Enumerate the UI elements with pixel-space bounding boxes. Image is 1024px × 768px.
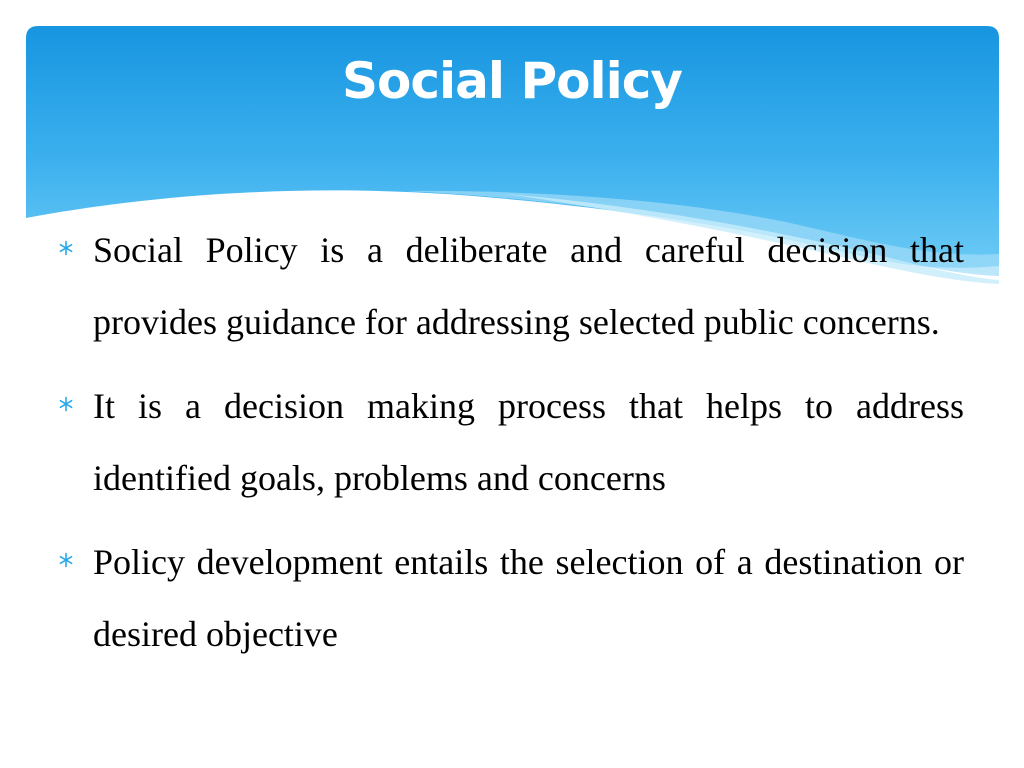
slide-title: Social Policy bbox=[342, 52, 682, 110]
list-item bbox=[58, 526, 964, 670]
list-item bbox=[58, 214, 964, 358]
bullet-text: Social Policy is a deliberate and careful decision that provides guidance for addressing selected public concerns. bbox=[93, 230, 964, 342]
list-item bbox=[58, 370, 964, 514]
bullet-list bbox=[58, 214, 964, 682]
bullet-text: It is a decision making process that helps to address identified goals, problems and concerns bbox=[93, 386, 964, 498]
asterisk-icon bbox=[58, 552, 74, 568]
asterisk-icon bbox=[58, 240, 74, 256]
bullet-text: Policy development entails the selection of a destination or desired objective bbox=[93, 542, 964, 654]
asterisk-icon bbox=[58, 396, 74, 412]
